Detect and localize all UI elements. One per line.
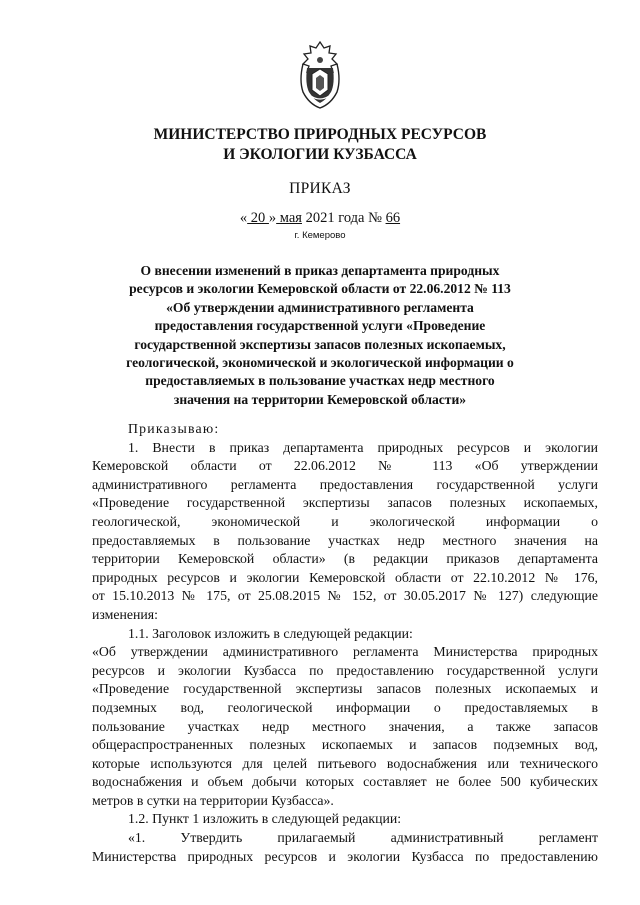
date-day: 20 (247, 210, 269, 226)
body-line: Министерства природных ресурсов и экологии Кузбасса по предоставлению (92, 848, 598, 864)
date-line (0, 210, 640, 227)
city-label: г. Кемерово (294, 230, 346, 241)
body-line: геологической, экономической и экологической информации о (92, 513, 598, 529)
body-line: «1. Утвердить прилагаемый административный регламент (128, 830, 598, 846)
document-number: 66 (385, 210, 401, 226)
body-line: изменения: (92, 606, 158, 622)
ministry-line-2: И ЭКОЛОГИИ КУЗБАССА (223, 146, 417, 163)
document-title (120, 262, 520, 409)
body-line: «Об утверждении административного регламента Министерства природных (92, 644, 598, 660)
body-line: от 15.10.2013 № 175, от 25.08.2015 № 152, от 30.05.2017 № 127) следующие (92, 588, 598, 604)
body-line: которые используются для целей питьевого водоснабжения или технического (92, 755, 598, 771)
body-line: водоснабжения и объем добычи которых составляет не более 500 кубических (92, 774, 598, 790)
body-line: пользование участках недр местного значения, а также запасов (92, 718, 598, 734)
order-word: Приказываю: (128, 421, 220, 436)
body-line: общераспространенных полезных ископаемых и запасов подземных вод, (92, 737, 598, 753)
title-line: предоставляемых в пользование участках недр местного (145, 373, 495, 389)
ministry-name (0, 125, 640, 165)
body-line: метров в сутки на территории Кузбасса». (92, 792, 334, 808)
body-line: территории Кемеровской области» (в редакции приказов департамента (92, 551, 598, 567)
body-line: подземных вод, геологической информации о предоставляемых в (92, 699, 598, 715)
date-rest: 2021 года № (301, 210, 386, 226)
title-line: О внесении изменений в приказ департамента природных (140, 263, 500, 278)
title-line: ресурсов и экологии Кемеровской области от 22.06.2012 № 113 (129, 281, 511, 297)
title-line: «Об утверждении административного регламента (166, 299, 474, 315)
date-close-quote: » (268, 210, 277, 226)
body-line: природных ресурсов и экологии Кемеровской области от 22.10.2012 № 176, (92, 569, 598, 585)
body-line: Кемеровской области от 22.06.2012 № 113 «Об утверждении (92, 458, 598, 474)
document-body (92, 420, 598, 866)
coat-of-arms-icon (297, 40, 343, 110)
title-line: геологической, экономической и экологической информации о (126, 355, 514, 371)
body-line: 1. Внести в приказ департамента природных ресурсов и экологии (128, 439, 598, 455)
body-line: «Проведение государственной экспертизы запасов полезных ископаемых и (92, 681, 598, 697)
ministry-line-1: МИНИСТЕРСТВО ПРИРОДНЫХ РЕСУРСОВ (153, 126, 487, 143)
date-open-quote: « (239, 210, 248, 226)
body-line: ресурсов и экологии Кузбасса по предоставлению государственной услуги (92, 662, 598, 678)
date-month: мая (276, 210, 302, 226)
document-type: ПРИКАЗ (289, 180, 351, 197)
body-line: предоставляемых в пользование участках недр местного значения на (92, 532, 598, 548)
title-line: предоставления государственной услуги «Проведение (154, 318, 486, 334)
body-line: 1.1. Заголовок изложить в следующей редакции: (128, 625, 413, 641)
title-line: государственной экспертизы запасов полезных ископаемых, (134, 336, 506, 352)
body-line: административного регламента предоставления государственной услуги (92, 476, 598, 492)
body-line: 1.2. Пункт 1 изложить в следующей редакции: (128, 811, 402, 827)
body-line: «Проведение государственной экспертизы запасов полезных ископаемых, (92, 495, 598, 511)
title-line: значения на территории Кемеровской области» (173, 391, 467, 407)
